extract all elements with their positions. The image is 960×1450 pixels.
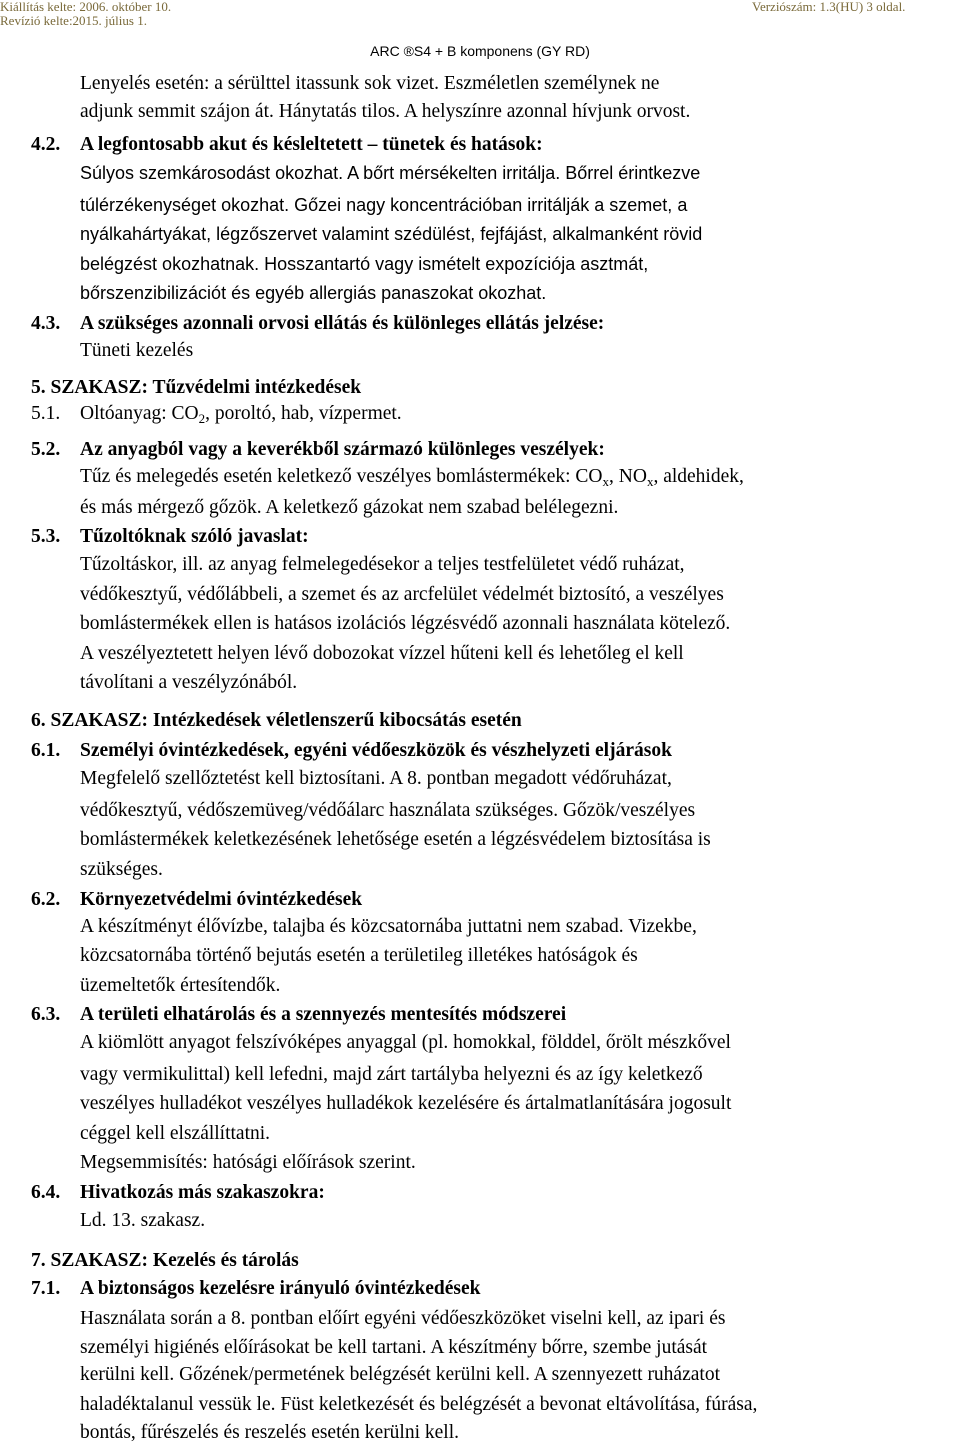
text-line: A veszélyeztetett helyen lévő dobozokat vízzel hűteni kell és lehetőleg el kell (80, 643, 684, 664)
text-line: A készítményt élővízbe, talajba és közcsatornába juttatni nem szabad. Vizekbe, (80, 916, 697, 937)
text-segment: , NO (609, 466, 647, 487)
text-line: Tűzoltáskor, ill. az anyag felmelegedésekor a teljes testfelületet védő ruházat, (80, 554, 685, 575)
subsection-heading: Hivatkozás más szakaszokra: (80, 1182, 325, 1203)
subsection-number: 5.1. (31, 403, 61, 424)
text-line (80, 401, 402, 427)
text-line: Használata során a 8. pontban előírt egyéni védőeszközöket viselni kell, az ipari és (80, 1308, 726, 1329)
text-line: nyálkahártyákat, légzőszervet valamint szédülést, fejfájást, alkalmanként rövid (80, 224, 703, 244)
subsection-number: 6.3. (31, 1004, 61, 1025)
text-line: veszélyes hulladékot veszélyes hulladékok kezelésére és ártalmatlanítására jogosult (80, 1093, 732, 1114)
text-line: szükséges. (80, 859, 163, 880)
subsection-heading: A biztonságos kezelésre irányuló óvintézkedések (80, 1278, 481, 1299)
text-line: Megfelelő szellőztetést kell biztosítani. A 8. pontban megadott védőruházat, (80, 768, 672, 789)
section-heading: 7. SZAKASZ: Kezelés és tárolás (31, 1250, 299, 1271)
issue-date: Kiállítás kelte: 2006. október 10. (0, 0, 172, 14)
text-line: Tüneti kezelés (80, 340, 194, 361)
subsection-heading: A területi elhatárolás és a szennyezés mentesítés módszerei (80, 1004, 567, 1025)
text-line: adjunk semmit szájon át. Hánytatás tilos. A helyszínre azonnal hívjunk orvost. (80, 101, 691, 122)
text-line: védőkesztyű, védőszemüveg/védőálarc használata szükséges. Gőzök/veszélyes (80, 800, 696, 821)
section-heading: 5. SZAKASZ: Tűzvédelmi intézkedések (31, 377, 362, 398)
text-line: belégzést okozhatnak. Hosszantartó vagy ismételt expozíciója asztmát, (80, 254, 649, 274)
subsection-heading: Személyi óvintézkedések, egyéni védőeszközök és vészhelyzeti eljárások (80, 740, 672, 761)
text-line: bomlástermékek ellen is hatásos izolációs légzésvédő azonnali használata kötelező. (80, 613, 731, 634)
text-line: kerülni kell. Gőzének/permetének belégzését kerülni kell. A szennyezett ruházatot (80, 1364, 720, 1385)
text-line: haladéktalanul vessük le. Füst keletkezését és belégzését a bevonat eltávolítása, fúrása, (80, 1394, 758, 1415)
text-line: üzemeltetők értesítendők. (80, 975, 281, 996)
subsection-heading: Tűzoltóknak szóló javaslat: (80, 526, 309, 547)
text-line: túlérzékenységet okozhat. Gőzei nagy koncentrációban irritálják a szemet, a (80, 195, 688, 215)
subsection-number: 6.2. (31, 889, 61, 910)
subsection-heading: Az anyagból vagy a keverékből származó különleges veszélyek: (80, 439, 605, 460)
subsection-number: 5.3. (31, 526, 61, 547)
subsection-heading: A szükséges azonnali orvosi ellátás és különleges ellátás jelzése: (80, 313, 605, 334)
revision-date: Revízió kelte:2015. július 1. (0, 13, 147, 28)
text-line (80, 464, 744, 490)
text-line: bőrszenzibilizációt és egyéb allergiás panaszokat okozhat. (80, 283, 547, 303)
text-line: Ld. 13. szakasz. (80, 1210, 206, 1231)
subsection-number: 7.1. (31, 1278, 61, 1299)
text-line: A kiömlött anyagot felszívóképes anyaggal (pl. homokkal, földdel, őrölt mészkővel (80, 1032, 731, 1053)
text-line: személyi higiénés előírásokat be kell tartani. A készítmény bőrre, szembe jutását (80, 1337, 708, 1358)
subsection-number: 4.3. (31, 313, 61, 334)
subsection-heading: Környezetvédelmi óvintézkedések (80, 889, 363, 910)
text-segment: Tűz és melegedés esetén keletkező veszélyes bomlástermékek: CO (80, 466, 603, 487)
text-line: Súlyos szemkárosodást okozhat. A bőrt mérsékelten irritálja. Bőrrel érintkezve (80, 163, 701, 183)
text-line: és más mérgező gőzök. A keletkező gázokat nem szabad belélegezni. (80, 497, 619, 518)
product-line-header: ARC ®S4 + B komponens (GY RD) (370, 43, 590, 59)
version-info: Verziószám: 1.3(HU) 3 oldal. (752, 0, 906, 14)
text-line: közcsatornába történő bejutás esetén a területileg illetékes hatóságok és (80, 945, 638, 966)
text-line: védőkesztyű, védőlábbeli, a szemet és az arcfelület védelmét biztosító, a veszélyes (80, 584, 724, 605)
text-line: Megsemmisítés: hatósági előírások szerint. (80, 1152, 416, 1173)
subsection-number: 5.2. (31, 439, 61, 460)
text-line: távolítani a veszélyzónából. (80, 672, 298, 693)
text-segment: , aldehidek, (653, 466, 744, 487)
text-line: céggel kell elszállíttatni. (80, 1123, 271, 1144)
text-segment: , poroltó, hab, vízpermet. (205, 403, 402, 424)
text-segment: Oltóanyag: CO (80, 403, 199, 424)
text-line: Lenyelés esetén: a sérülttel itassunk sok vizet. Eszméletlen személynek ne (80, 73, 660, 94)
subscript: x (602, 474, 610, 489)
subsection-number: 4.2. (31, 134, 61, 155)
section-heading: 6. SZAKASZ: Intézkedések véletlenszerű kibocsátás esetén (31, 710, 522, 731)
subsection-number: 6.4. (31, 1182, 61, 1203)
subscript: x (646, 474, 654, 489)
text-line: bontás, fűrészelés és reszelés esetén kerülni kell. (80, 1422, 460, 1443)
subsection-number: 6.1. (31, 740, 61, 761)
text-line: vagy vermikulittal) kell lefedni, majd zárt tartályba helyezni és az így keletkező (80, 1064, 703, 1085)
subsection-heading: A legfontosabb akut és késleltetett – tünetek és hatások: (80, 134, 543, 155)
text-line: bomlástermékek keletkezésének lehetősége esetén a légzésvédelem biztosítása is (80, 829, 711, 850)
subscript: 2 (198, 411, 206, 426)
